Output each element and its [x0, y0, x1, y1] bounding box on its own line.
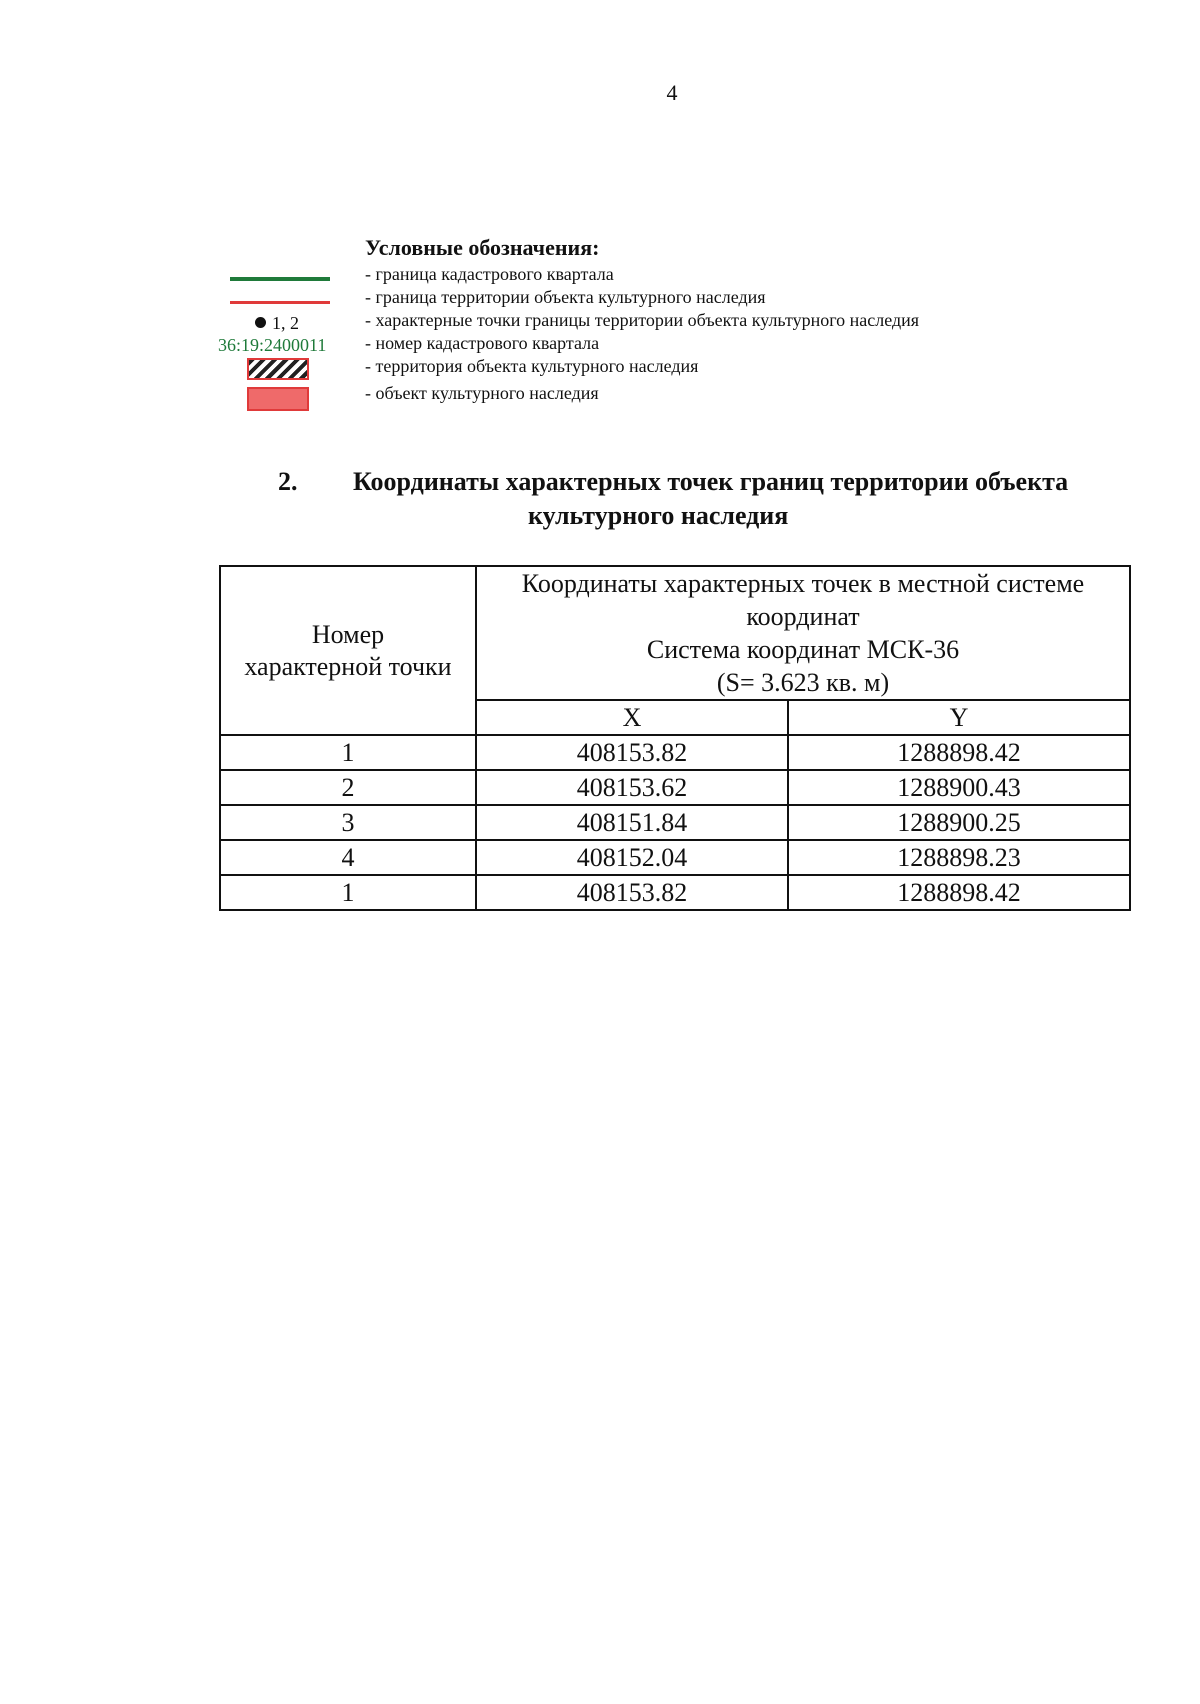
- point-number-cell: 2: [220, 770, 476, 805]
- heritage-object-fill-icon: [247, 387, 309, 411]
- y-cell: 1288898.23: [788, 840, 1130, 875]
- legend-title: Условные обозначения:: [365, 235, 600, 260]
- table-row: [220, 735, 1130, 770]
- coordinates-table: [219, 565, 1131, 911]
- table-row: [220, 770, 1130, 805]
- y-cell: 1288900.43: [788, 770, 1130, 805]
- section-title-line2: культурного наследия: [528, 501, 789, 530]
- section-number: 2.: [278, 467, 298, 496]
- point-number-cell: 4: [220, 840, 476, 875]
- point-number-header-line2: характерной точки: [244, 651, 452, 681]
- point-number-cell: 3: [220, 805, 476, 840]
- legend: [365, 235, 919, 408]
- point-number-header: [220, 566, 476, 735]
- coordinates-header: [476, 566, 1130, 700]
- y-cell: 1288898.42: [788, 875, 1130, 910]
- legend-item-heritage-territory: - территория объекта культурного наследия: [365, 356, 699, 376]
- heritage-territory-hatch-icon: [247, 358, 309, 380]
- point-number-cell: 1: [220, 875, 476, 910]
- x-cell: 408152.04: [476, 840, 788, 875]
- coordinates-header-line3: Система координат МСК-36: [646, 635, 960, 664]
- cadastral-boundary-line-icon: [230, 277, 330, 281]
- coordinates-header-line4: (S= 3.623 кв. м): [716, 668, 890, 697]
- legend-item-heritage-boundary: - граница территории объекта культурного наследия: [365, 287, 766, 307]
- page-number: 4: [666, 80, 678, 105]
- table-row: [220, 805, 1130, 840]
- point-number-cell: 1: [220, 735, 476, 770]
- x-cell: 408153.62: [476, 770, 788, 805]
- coordinates-header-line2: координат: [746, 602, 860, 631]
- point-dot-icon: [255, 317, 266, 328]
- table-header-row: [220, 566, 1130, 700]
- table-row: [220, 875, 1130, 910]
- x-cell: 408153.82: [476, 875, 788, 910]
- x-cell: 408151.84: [476, 805, 788, 840]
- point-number-header-line1: Номер: [311, 619, 385, 649]
- coordinates-header-line1: Координаты характерных точек в местной системе: [521, 569, 1085, 598]
- legend-item-cadastral-boundary: - граница кадастрового квартала: [365, 264, 614, 284]
- x-header: X: [476, 700, 788, 735]
- characteristic-points-symbol: [255, 313, 299, 334]
- heritage-boundary-line-icon: [230, 301, 330, 304]
- cadastral-number-symbol: 36:19:2400011: [218, 335, 327, 355]
- table-row: [220, 840, 1130, 875]
- y-header: Y: [788, 700, 1130, 735]
- section-title-line1: Координаты характерных точек границ территории объекта: [353, 467, 1069, 496]
- points-label: 1, 2: [272, 313, 299, 333]
- y-cell: 1288898.42: [788, 735, 1130, 770]
- legend-item-heritage-object: - объект культурного наследия: [365, 383, 599, 403]
- y-cell: 1288900.25: [788, 805, 1130, 840]
- legend-item-cadastral-number: - номер кадастрового квартала: [365, 333, 600, 353]
- x-cell: 408153.82: [476, 735, 788, 770]
- legend-item-characteristic-points: - характерные точки границы территории объекта культурного наследия: [365, 310, 920, 330]
